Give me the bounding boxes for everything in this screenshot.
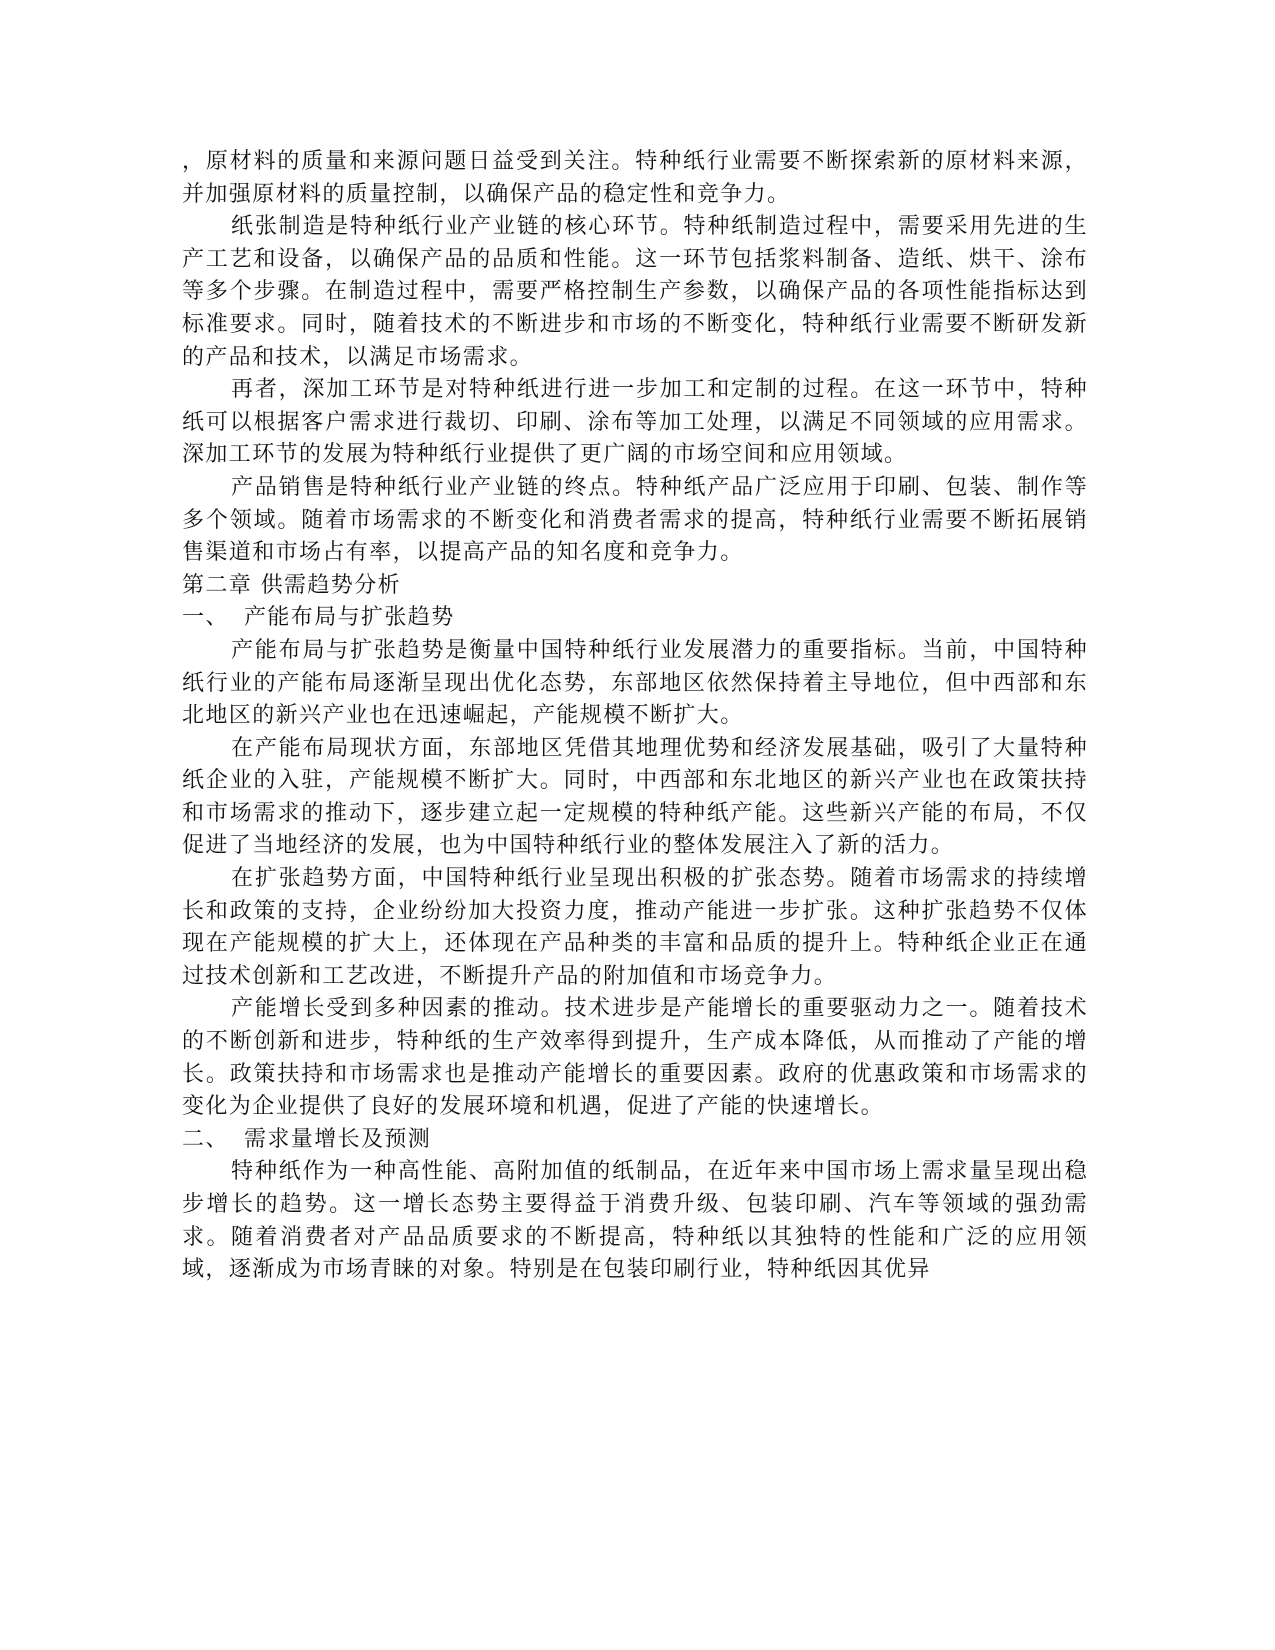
paragraph-processing: 再者，深加工环节是对特种纸进行进一步加工和定制的过程。在这一环节中，特种纸可以根据客户需求进行裁切、印刷、涂布等加工处理，以满足不同领域的应用需求。深加工环节的发展为特种纸行业提供了更广阔的市场空间和应用领域。 [182,377,1088,468]
section-title: 产能布局与扩张趋势 [244,605,455,631]
paragraph-capacity-drivers: 产能增长受到多种因素的推动。技术进步是产能增长的重要驱动力之一。随着技术的不断创新和进步，特种纸的生产效率得到提升，生产成本降低，从而推动了产能的增长。政策扶持和市场需求也是推动产能增长的重要因素。政府的优惠政策和市场需求的变化为企业提供了良好的发展环境和机遇，促进了产能的快速增长。 [182,996,1088,1120]
paragraph-sales: 产品销售是特种纸行业产业链的终点。特种纸产品广泛应用于印刷、包装、制作等多个领域。随着市场需求的不断变化和消费者需求的提高，特种纸行业需要不断拓展销售渠道和市场占有率，以提高产品的知名度和竞争力。 [182,474,1088,566]
section-heading-2 [182,1124,1088,1157]
paragraph-capacity-intro: 产能布局与扩张趋势是衡量中国特种纸行业发展潜力的重要指标。当前，中国特种纸行业的产能布局逐渐呈现出优化态势，东部地区依然保持着主导地位，但中西部和东北地区的新兴产业也在迅速崛起，产能规模不断扩大。 [182,637,1088,729]
section-number: 一、 [182,605,229,631]
section-title: 需求量增长及预测 [244,1126,432,1152]
paragraph-manufacturing: 纸张制造是特种纸行业产业链的核心环节。特种纸制造过程中，需要采用先进的生产工艺和设备，以确保产品的品质和性能。这一环节包括浆料制备、造纸、烘干、涂布等多个步骤。在制造过程中，需要严格控制生产参数，以确保产品的各项性能指标达到标准要求。同时，随着技术的不断进步和市场的不断变化，特种纸行业需要不断研发新的产品和技术，以满足市场需求。 [182,214,1088,370]
paragraph-capacity-layout: 在产能布局现状方面，东部地区凭借其地理优势和经济发展基础，吸引了大量特种纸企业的入驻，产能规模不断扩大。同时，中西部和东北地区的新兴产业也在政策扶持和市场需求的推动下，逐步建立起一定规模的特种纸产能。这些新兴产能的布局，不仅促进了当地经济的发展，也为中国特种纸行业的整体发展注入了新的活力。 [182,735,1088,859]
section-number: 二、 [182,1126,229,1152]
paragraph-capacity-expansion: 在扩张趋势方面，中国特种纸行业呈现出积极的扩张态势。随着市场需求的持续增长和政策的支持，企业纷纷加大投资力度，推动产能进一步扩张。这种扩张趋势不仅体现在产能规模的扩大上，还体现在产品种类的丰富和品质的提升上。特种纸企业正在通过技术创新和工艺改进，不断提升产品的附加值和市场竞争力。 [182,866,1088,989]
chapter-heading: 第二章 供需趋势分析 [182,572,401,598]
paragraph-continuation: ，原材料的质量和来源问题日益受到关注。特种纸行业需要不断探索新的原材料来源，并加强原材料的质量控制，以确保产品的稳定性和竞争力。 [182,149,1088,207]
document-page [182,146,1088,1287]
paragraph-demand: 特种纸作为一种高性能、高附加值的纸制品，在近年来中国市场上需求量呈现出稳步增长的趋势。这一增长态势主要得益于消费升级、包装印刷、汽车等领域的强劲需求。随着消费者对产品品质要求的不断提高，特种纸以其独特的性能和广泛的应用领域，逐渐成为市场青睐的对象。特别是在包装印刷行业，特种纸因其优异 [182,1159,1088,1283]
section-heading-1 [182,602,1088,635]
